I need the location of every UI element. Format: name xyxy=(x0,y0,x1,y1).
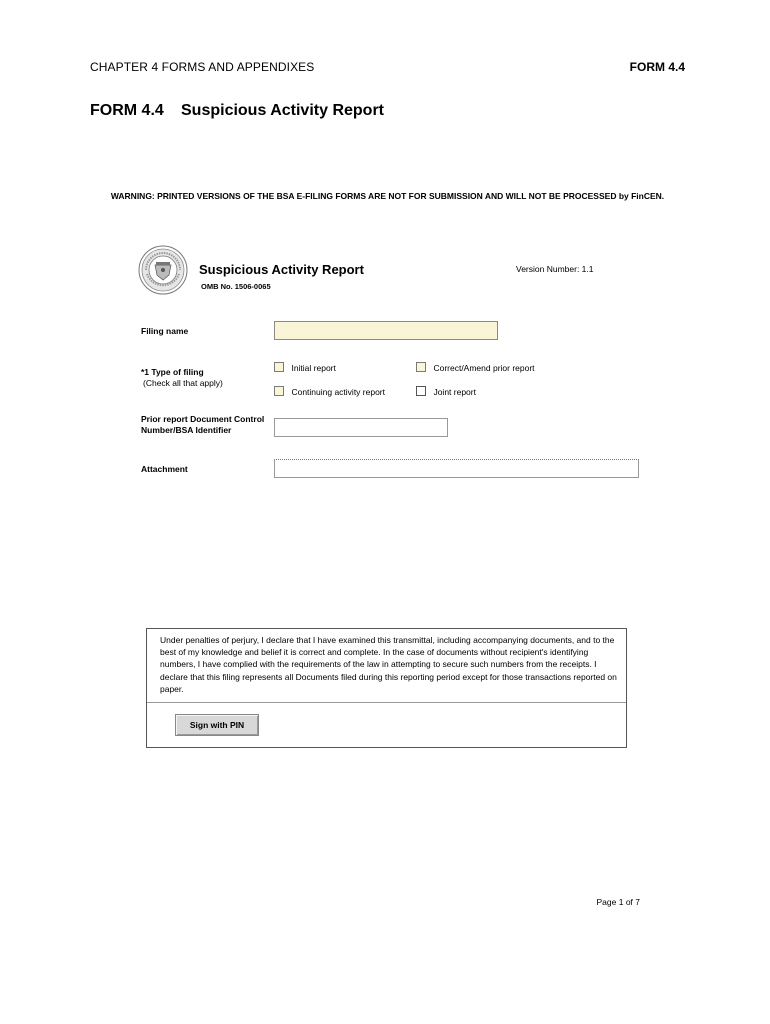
initial-report-label: Initial report xyxy=(291,363,336,373)
option-joint-report[interactable] xyxy=(416,383,476,401)
correct-amend-label: Correct/Amend prior report xyxy=(433,363,535,373)
attachment-input[interactable] xyxy=(274,459,639,478)
declaration-divider xyxy=(147,702,626,703)
form-reference: FORM 4.4 xyxy=(629,60,685,74)
continuing-activity-label: Continuing activity report xyxy=(291,387,385,397)
warning-text: WARNING: PRINTED VERSIONS OF THE BSA E-FILING FORMS ARE NOT FOR SUBMISSION AND WILL NOT BE PROCESSED by FinCEN. xyxy=(110,191,665,201)
prior-report-label xyxy=(141,414,264,436)
type-of-filing-label: *1 Type of filing xyxy=(141,367,204,377)
prior-report-label-line1: Prior report Document Control xyxy=(141,414,265,424)
filing-name-input[interactable] xyxy=(274,321,498,340)
filing-name-label: Filing name xyxy=(141,326,189,336)
report-title: Suspicious Activity Report xyxy=(199,262,364,277)
joint-report-label: Joint report xyxy=(433,387,476,397)
prior-report-label-line2: Number/BSA Identifier xyxy=(141,425,232,435)
type-of-filing-sublabel: (Check all that apply) xyxy=(143,378,223,388)
chapter-heading: CHAPTER 4 FORMS AND APPENDIXES xyxy=(90,60,315,74)
version-number: Version Number: 1.1 xyxy=(516,264,594,274)
declaration-box xyxy=(146,628,627,748)
sign-with-pin-button[interactable]: Sign with PIN xyxy=(175,714,259,736)
option-initial-report[interactable] xyxy=(274,359,336,377)
prior-report-input[interactable] xyxy=(274,418,448,437)
option-correct-amend[interactable] xyxy=(416,359,535,377)
attachment-label: Attachment xyxy=(141,464,188,474)
page-number: Page 1 of 7 xyxy=(596,897,640,907)
declaration-text: Under penalties of perjury, I declare that I have examined this transmittal, including accompanying documents, and to the best of my knowledge and belief it is correct and complete. In the case of documents without recipient's identifying numbers, I have complied with the requirements of the law in attempting to secure such numbers from the receipts. I declare that this filing represents all Documents filed during this reporting period except for those transactions reported on paper. xyxy=(160,635,617,694)
omb-number: OMB No. 1506-0065 xyxy=(201,282,271,291)
joint-report-checkbox[interactable] xyxy=(416,386,426,396)
continuing-activity-checkbox[interactable] xyxy=(274,386,284,396)
option-continuing-activity[interactable] xyxy=(274,383,385,401)
correct-amend-checkbox[interactable] xyxy=(416,362,426,372)
form-number: FORM 4.4 xyxy=(90,102,164,119)
initial-report-checkbox[interactable] xyxy=(274,362,284,372)
treasury-seal-icon xyxy=(138,245,188,295)
page-title: Suspicious Activity Report xyxy=(181,102,384,119)
